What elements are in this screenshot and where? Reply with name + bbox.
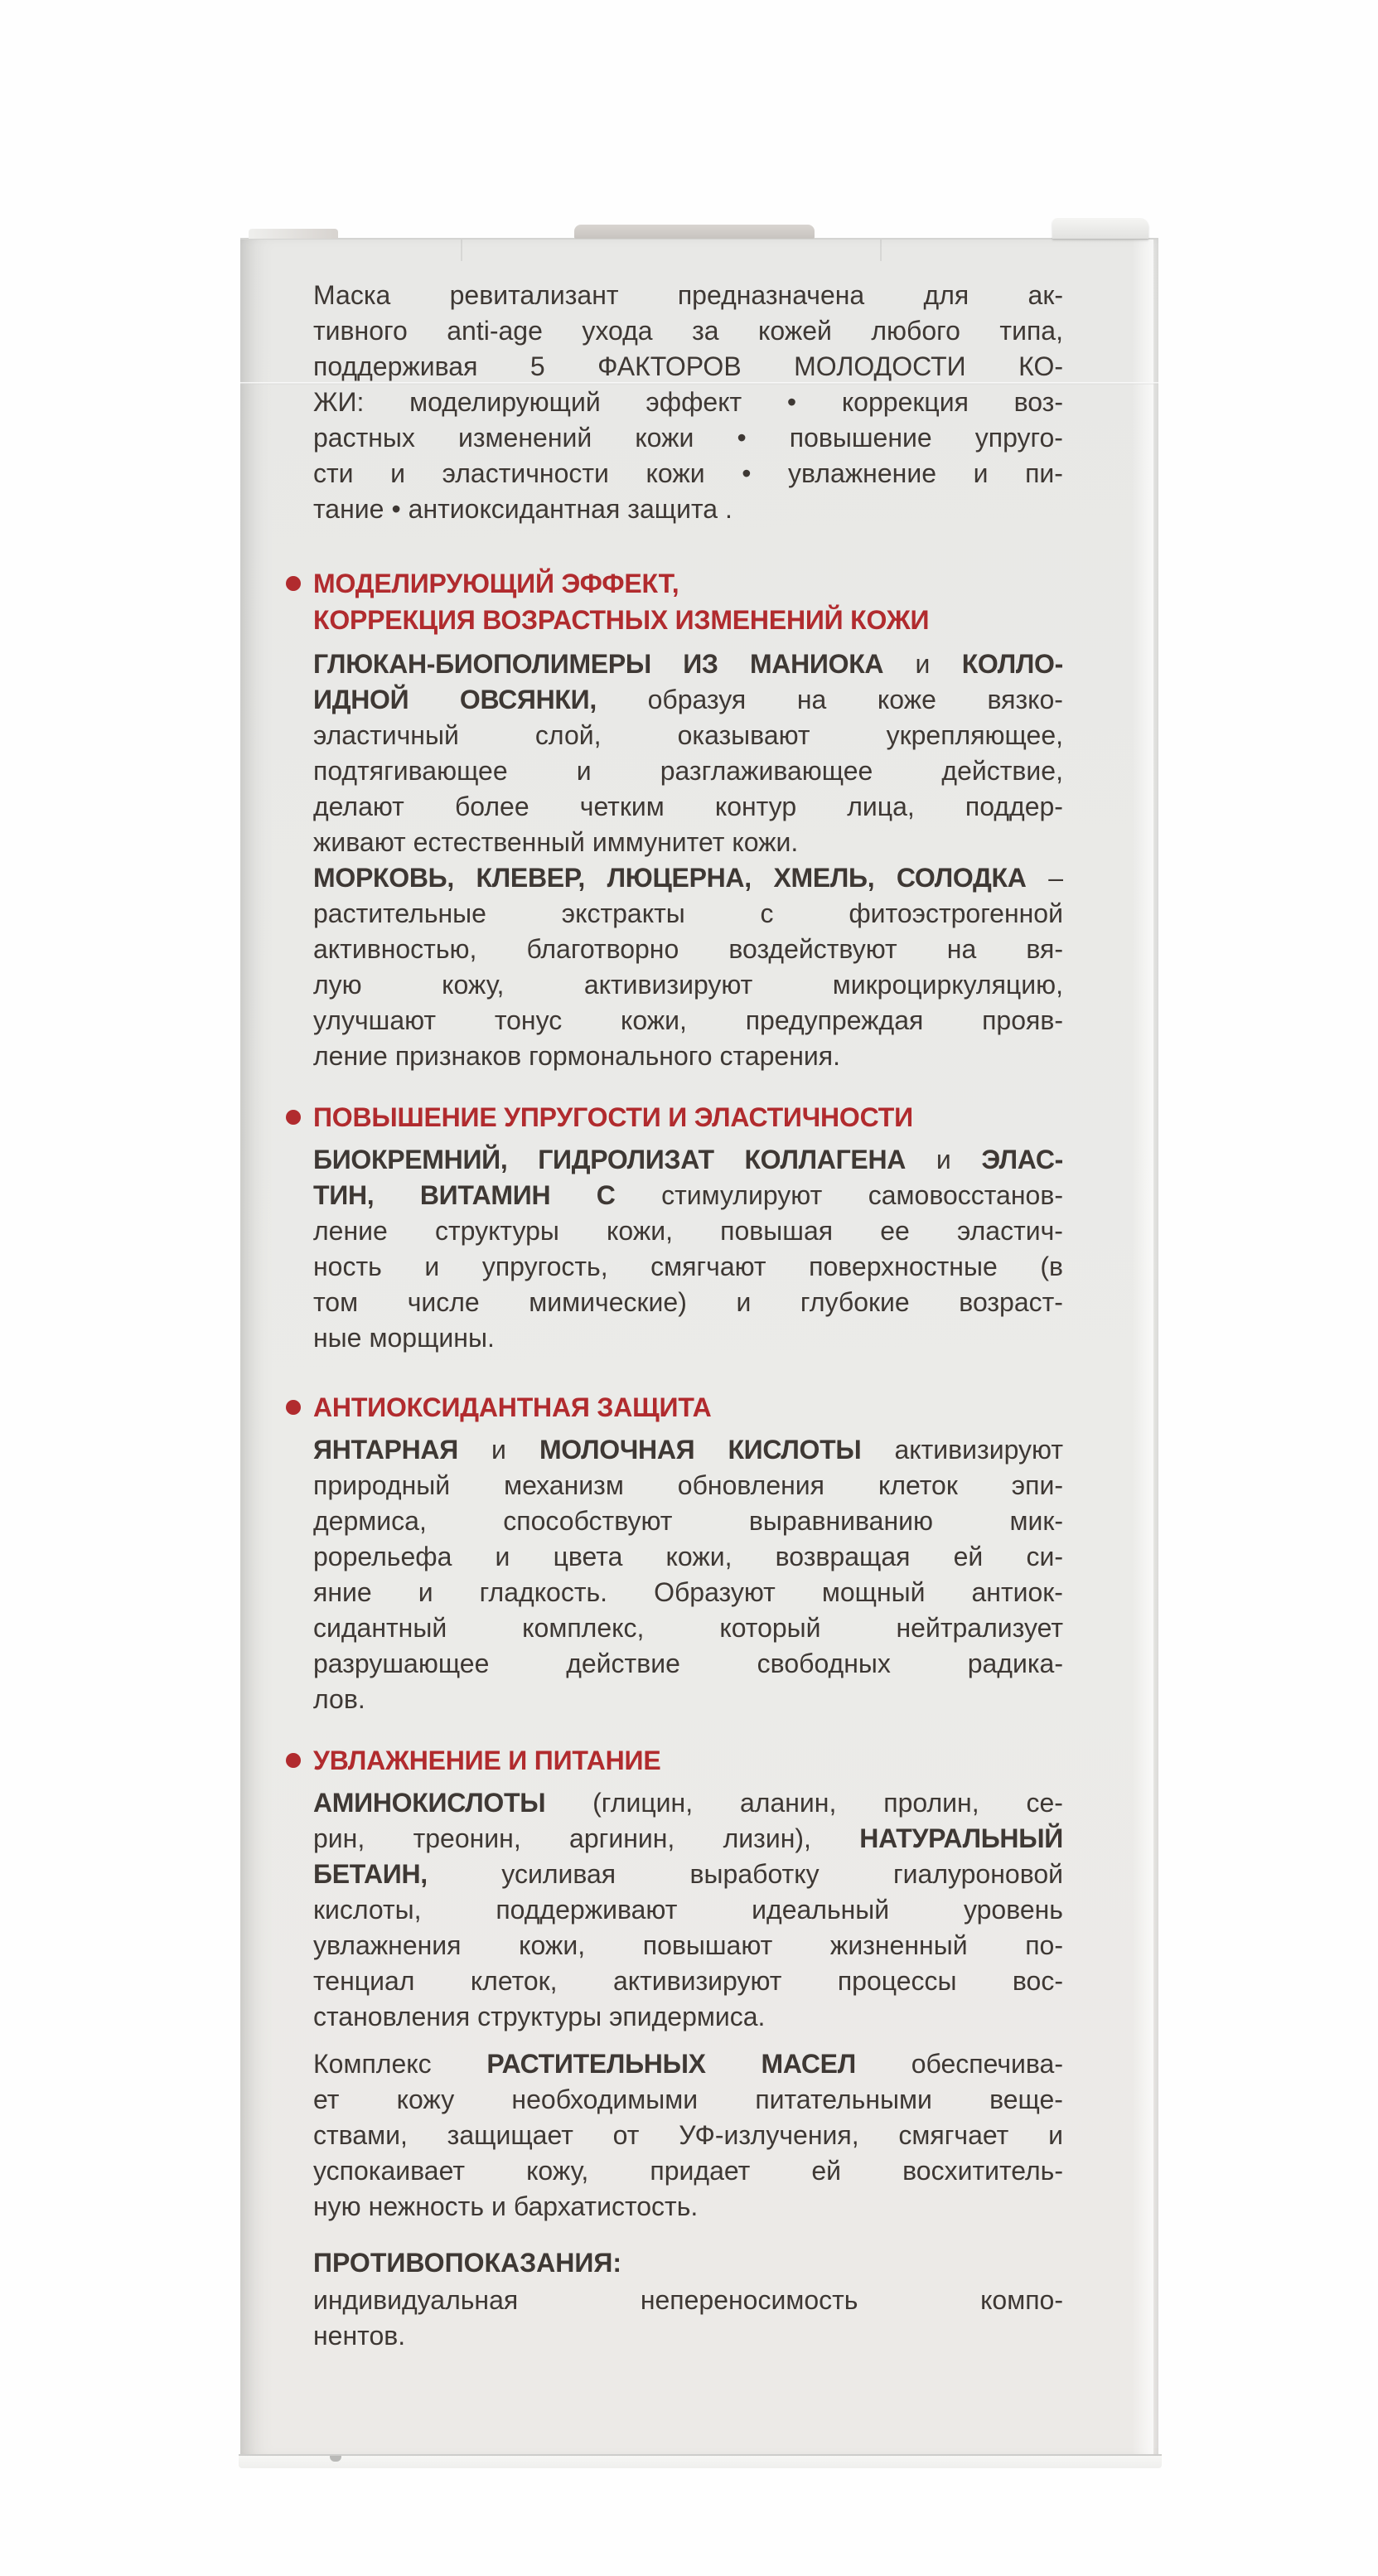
modeling-effect-paragraph-2: [313, 860, 1063, 1074]
heading-text: КОРРЕКЦИЯ ВОЗРАСТНЫХ ИЗМЕНЕНИЙ КОЖИ: [313, 605, 930, 635]
text-line: том числе мимические) и глубокие возраст-: [313, 1287, 1063, 1317]
moisture-paragraph-1: [313, 1785, 1063, 2035]
text-line: дермиса, способствуют выравниванию мик-: [313, 1506, 1063, 1536]
text-line: тание • антиоксидантная защита .: [313, 494, 733, 524]
modeling-effect-paragraph-1: [313, 646, 1063, 860]
bullet-icon: [286, 1753, 301, 1768]
text-line: рорельефа и цвета кожи, возвращая ей си-: [313, 1542, 1063, 1571]
text-line: сидантный комплекс, который нейтрализует: [313, 1613, 1063, 1643]
text-line: ность и упругость, смягчают поверхностные (в: [313, 1252, 1063, 1281]
heading-text: АНТИОКСИДАНТНАЯ ЗАЩИТА: [313, 1392, 712, 1422]
text-line: рин, треонин, аргинин, лизин), НАТУРАЛЬНЫЙ: [313, 1823, 1063, 1853]
text-line: делают более четким контур лица, поддер-: [313, 792, 1063, 821]
text-line: поддерживая 5 ФАКТОРОВ МОЛОДОСТИ КО-: [313, 351, 1063, 381]
contraindications-heading: [313, 2244, 1063, 2281]
modeling-effect-heading-line-2: [313, 602, 1063, 638]
text-line: подтягивающее и разглаживающее действие,: [313, 756, 1063, 786]
text-line: успокаивает кожу, придает ей восхититель-: [313, 2156, 1063, 2186]
text-line: ЖИ: моделирующий эффект • коррекция воз-: [313, 387, 1063, 417]
text-line: яние и гладкость. Образуют мощный антиок-: [313, 1577, 1063, 1607]
text-line: ствами, защищает от УФ-излучения, смягчает и: [313, 2120, 1063, 2150]
text-line: живают естественный иммунитет кожи.: [313, 827, 799, 857]
text-line: природный механизм обновления клеток эпи-: [313, 1470, 1063, 1500]
text-line: сти и эластичности кожи • увлажнение и пи-: [313, 458, 1063, 488]
text-line: увлажнения кожи, повышают жизненный по-: [313, 1930, 1063, 1960]
text-line: ГЛЮКАН-БИОПОЛИМЕРЫ ИЗ МАНИОКА и КОЛЛО-: [313, 649, 1063, 679]
heading-text: МОДЕЛИРУЮЩИЙ ЭФФЕКТ,: [313, 569, 679, 598]
text-line: БИОКРЕМНИЙ, ГИДРОЛИЗАТ КОЛЛАГЕНА и ЭЛАС-: [313, 1145, 1063, 1174]
text-line: Комплекс РАСТИТЕЛЬНЫХ МАСЕЛ обеспечива-: [313, 2049, 1063, 2079]
text-line: лую кожу, активизируют микроциркуляцию,: [313, 970, 1063, 1000]
bullet-icon: [286, 1400, 301, 1415]
elasticity-paragraph: [313, 1142, 1063, 1356]
text-line: нентов.: [313, 2321, 406, 2351]
text-line: ление структуры кожи, повышая ее эластич-: [313, 1216, 1063, 1246]
moisture-paragraph-2: [313, 2046, 1063, 2225]
text-line: эластичный слой, оказывают укрепляющее,: [313, 720, 1063, 750]
text-line: улучшают тонус кожи, предупреждая прояв-: [313, 1005, 1063, 1035]
panel-text: [313, 238, 1063, 2354]
moisture-heading: [313, 1742, 1063, 1779]
heading-text: УВЛАЖНЕНИЕ И ПИТАНИЕ: [313, 1746, 661, 1775]
text-line: Маска ревитализант предназначена для ак-: [313, 280, 1063, 310]
text-line: ЯНТАРНАЯ и МОЛОЧНАЯ КИСЛОТЫ активизируют: [313, 1435, 1063, 1465]
modeling-effect-heading-line-1: [313, 565, 1063, 602]
bullet-icon: [286, 576, 301, 591]
text-line: разрушающее действие свободных радика-: [313, 1649, 1063, 1678]
text-line: индивидуальная непереносимость компо-: [313, 2285, 1063, 2315]
heading-text: ПОВЫШЕНИЕ УПРУГОСТИ И ЭЛАСТИЧНОСТИ: [313, 1102, 913, 1132]
box-bottom-bevel: [239, 2454, 1162, 2468]
moisture-heading-line-1: [313, 1742, 1063, 1779]
text-line: БЕТАИН, усиливая выработку гиалуроновой: [313, 1859, 1063, 1889]
text-line: ИДНОЙ ОВСЯНКИ, образуя на коже вязко-: [313, 685, 1063, 714]
bullet-icon: [286, 1110, 301, 1125]
text-line: ные морщины.: [313, 1323, 495, 1353]
text-line: МОРКОВЬ, КЛЕВЕР, ЛЮЦЕРНА, ХМЕЛЬ, СОЛОДКА –: [313, 863, 1063, 893]
antioxidant-paragraph: [313, 1432, 1063, 1717]
text-line: ную нежность и бархатистость.: [313, 2191, 699, 2221]
text-line: тенциал клеток, активизируют процессы вос-: [313, 1966, 1063, 1996]
text-line: становления структуры эпидермиса.: [313, 2002, 766, 2031]
text-line: кислоты, поддерживают идеальный уровень: [313, 1895, 1063, 1925]
text-line: АМИНОКИСЛОТЫ (глицин, аланин, пролин, се-: [313, 1788, 1063, 1818]
box-right-flap: [1052, 218, 1148, 239]
text-line: лов.: [313, 1684, 365, 1714]
elasticity-heading-line-1: [313, 1099, 1063, 1135]
antioxidant-heading: [313, 1389, 1063, 1426]
contraindications-heading-line-1: [313, 2244, 1063, 2281]
box-lid-tab: [574, 225, 815, 239]
contraindications-paragraph: [313, 2283, 1063, 2354]
intro-paragraph: [313, 278, 1063, 527]
heading-text: ПРОТИВОПОКАЗАНИЯ:: [313, 2248, 622, 2278]
elasticity-heading: [313, 1099, 1063, 1135]
modeling-effect-heading: [313, 565, 1063, 638]
antioxidant-heading-line-1: [313, 1389, 1063, 1426]
text-line: растных изменений кожи • повышение упруго-: [313, 423, 1063, 453]
text-line: ТИН, ВИТАМИН С стимулируют самовосстанов-: [313, 1180, 1063, 1210]
text-line: ет кожу необходимыми питательными веще-: [313, 2085, 1063, 2114]
text-line: тивного anti-age ухода за кожей любого типа,: [313, 316, 1063, 346]
text-line: ление признаков гормонального старения.: [313, 1041, 840, 1071]
text-line: растительные экстракты с фитоэстрогенной: [313, 898, 1063, 928]
text-line: активностью, благотворно воздействуют на вя-: [313, 934, 1063, 964]
